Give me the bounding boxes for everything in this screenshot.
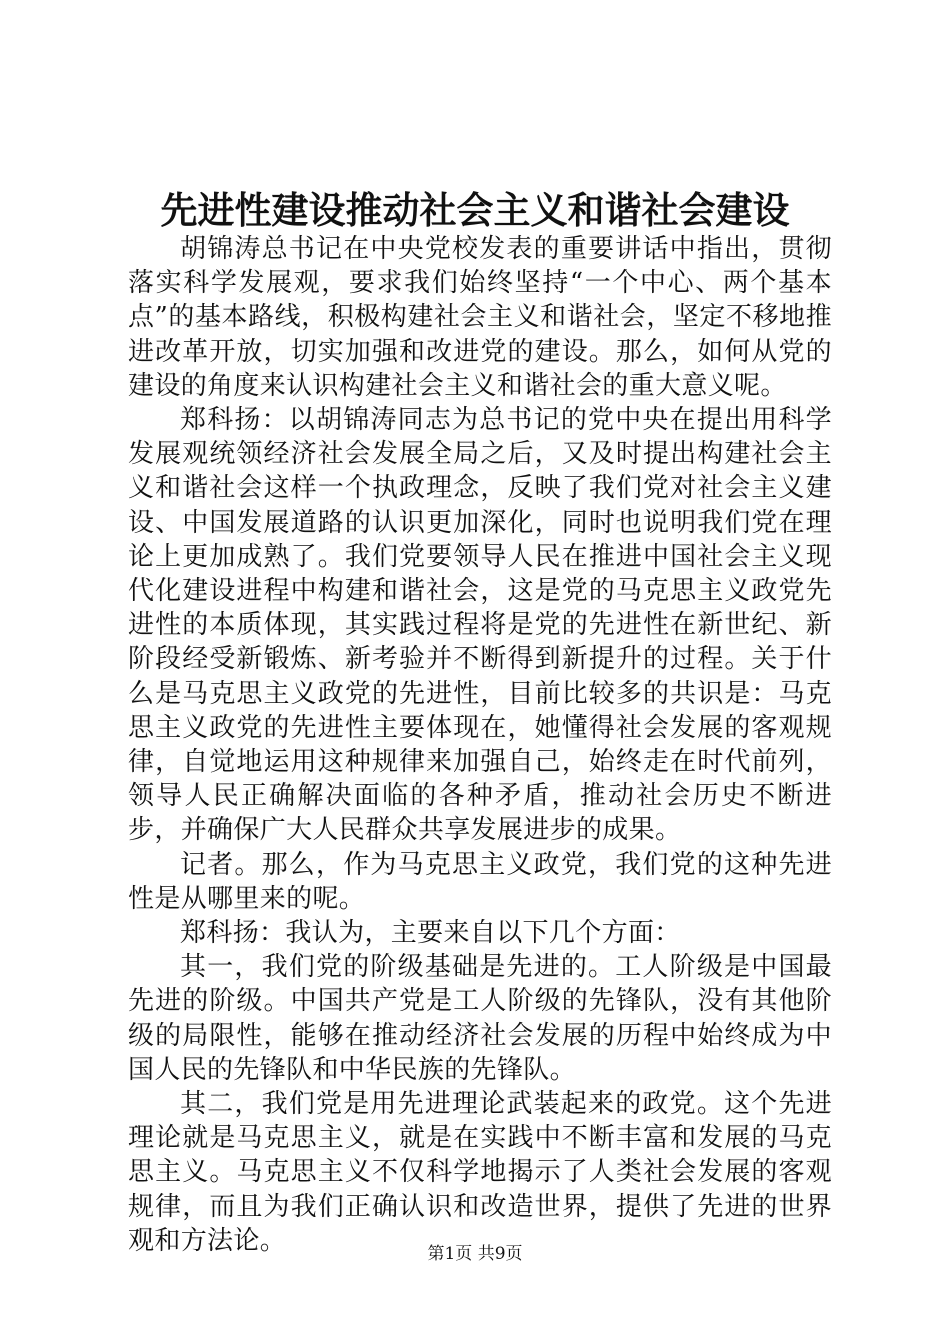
page-number-footer: 第1页 共9页 [427, 1244, 523, 1264]
paragraph-intro: 胡锦涛总书记在中央党校发表的重要讲话中指出，贯彻落实科学发展观，要求我们始终坚持“一个中心、两个基本点”的基本路线，积极构建社会主义和谐社会，坚定不移地推进改革开放，切实加强和改进党的建设。那么，如何从党的建设的角度来认识构建社会主义和谐社会的重大意义呢。 [128, 234, 832, 401]
document-body [128, 232, 832, 1258]
paragraph-point-2: 其二，我们党是用先进理论武装起来的政党。这个先进理论就是马克思主义，就是在实践中不断丰富和发展的马克思主义。马克思主义不仅科学地揭示了人类社会发展的客观规律，而且为我们正确认识和改造世界，提供了先进的世界观和方法论。 [128, 1089, 832, 1256]
paragraph-point-1: 其一，我们党的阶级基础是先进的。工人阶级是中国最先进的阶级。中国共产党是工人阶级的先锋队，没有其他阶级的局限性，能够在推动经济社会发展的历程中始终成为中国人民的先锋队和中华民族的先锋队。 [128, 952, 832, 1085]
paragraph-question-2: 记者。那么，作为马克思主义政党，我们党的这种先进性是从哪里来的呢。 [128, 849, 832, 914]
paragraph-answer-1: 郑科扬：以胡锦涛同志为总书记的党中央在提出用科学发展观统领经济社会发展全局之后，又及时提出构建社会主义和谐社会这样一个执政理念，反映了我们党对社会主义建设、中国发展道路的认识更加深化，同时也说明我们党在理论上更加成熟了。我们党要领导人民在推进中国社会主义现代化建设进程中构建和谐社会，这是党的马克思主义政党先进性的本质体现，其实践过程将是党的先进性在新世纪、新阶段经受新锻炼、新考验并不断得到新提升的过程。关于什么是马克思主义政党的先进性，目前比较多的共识是：马克思主义政党的先进性主要体现在，她懂得社会发展的客观规律，自觉地运用这种规律来加强自己，始终走在时代前列，领导人民正确解决面临的各种矛盾，推动社会历史不断进步，并确保广大人民群众共享发展进步的成果。 [128, 405, 832, 846]
document-title: 先进性建设推动社会主义和谐社会建设 [160, 188, 790, 232]
paragraph-answer-2: 郑科扬：我认为，主要来自以下几个方面： [180, 918, 681, 949]
